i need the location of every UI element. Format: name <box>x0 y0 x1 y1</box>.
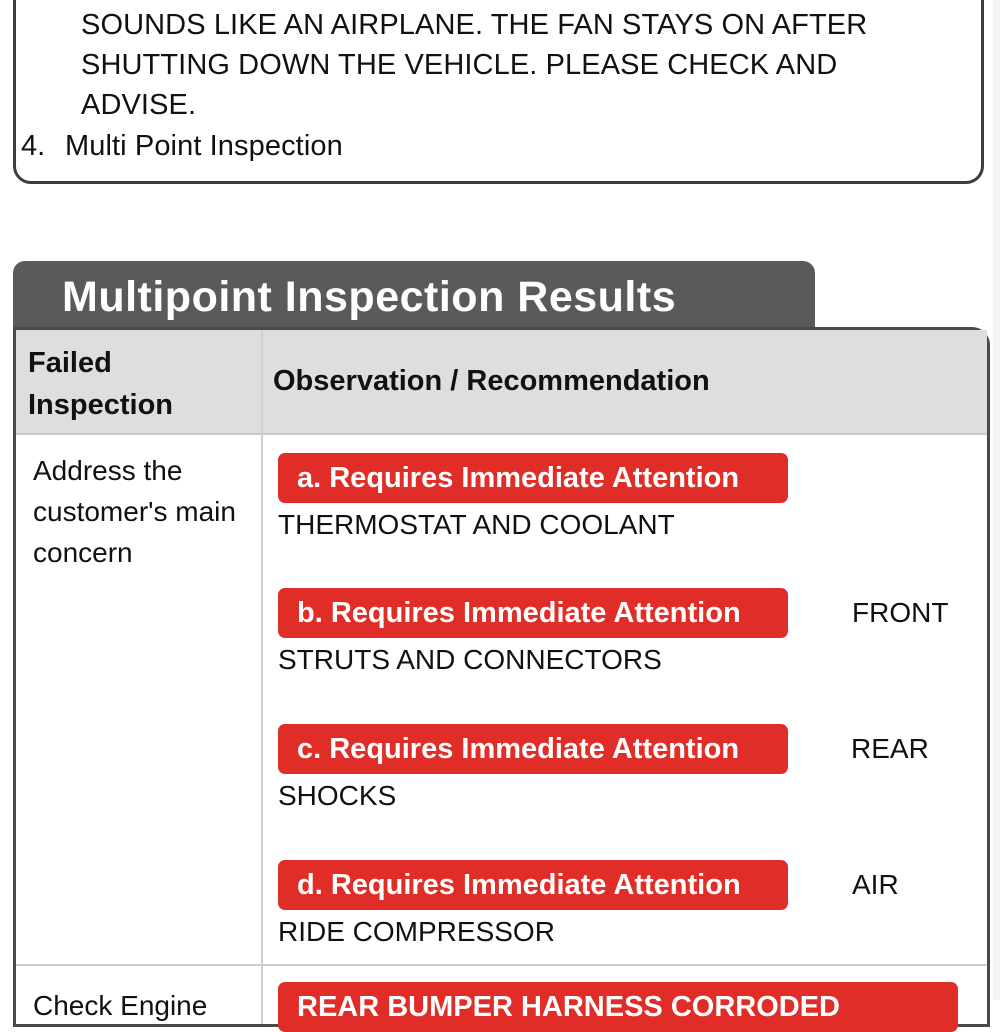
observation-text: THERMOSTAT AND COOLANT <box>278 509 675 540</box>
inspection-results-table <box>13 327 990 1027</box>
failed-inspection-cell: Address the customer's main concern <box>33 455 236 568</box>
concern-item-label: Multi Point Inspection <box>65 130 343 162</box>
concern-text-line: ADVISE. <box>81 89 197 121</box>
concern-item-number: 4. <box>21 130 46 162</box>
concern-text-line: SOUNDS LIKE AN AIRPLANE. THE FAN STAYS ON AFTER <box>81 9 868 41</box>
observation-text: STRUTS AND CONNECTORS <box>278 644 662 675</box>
attention-badge: d. Requires Immediate Attention <box>278 860 788 910</box>
observation-text: RIDE COMPRESSOR <box>278 916 555 947</box>
attention-badge: c. Requires Immediate Attention <box>278 724 788 774</box>
attention-badge: b. Requires Immediate Attention <box>278 588 788 638</box>
row-divider <box>16 964 987 966</box>
header-failed-inspection: Failed Inspection <box>28 347 174 421</box>
observation-text: SHOCKS <box>278 780 397 811</box>
section-title: Multipoint Inspection Results <box>62 273 677 321</box>
page-edge <box>993 0 1000 1000</box>
header-observation: Observation / Recommendation <box>273 365 710 397</box>
failed-inspection-cell: Check Engine <box>33 990 208 1021</box>
column-divider <box>261 330 263 1024</box>
attention-badge: a. Requires Immediate Attention <box>278 453 788 503</box>
concern-text-line: SHUTTING DOWN THE VEHICLE. PLEASE CHECK AND <box>81 49 838 81</box>
observation-side-text: REAR <box>851 733 929 764</box>
customer-concern-box <box>13 0 984 184</box>
attention-badge: REAR BUMPER HARNESS CORRODED <box>278 982 958 1032</box>
observation-side-text: FRONT <box>852 597 949 628</box>
table-header <box>16 330 987 435</box>
observation-side-text: AIR <box>852 869 899 900</box>
